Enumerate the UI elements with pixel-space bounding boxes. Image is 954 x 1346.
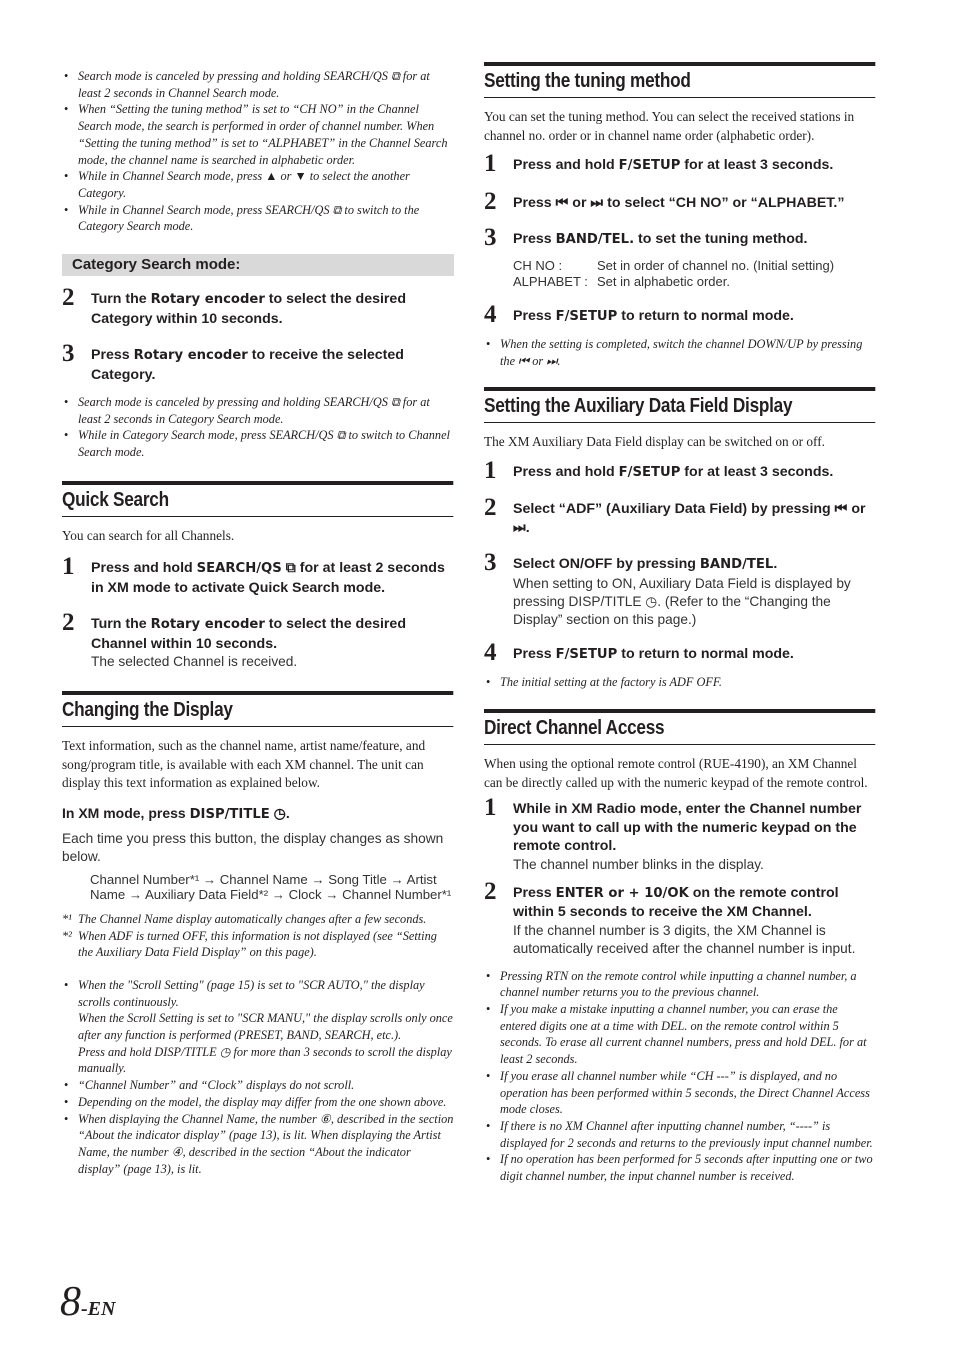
step-number: 2	[62, 609, 75, 637]
step-result: When setting to ON, Auxiliary Data Field is displayed by pressing DISP/TITLE ◷. (Refer to the “Changing the Display” section on this page.)	[513, 575, 851, 627]
key-name: Rotary encoder	[150, 617, 265, 633]
mode-key: ALPHABET :	[513, 274, 588, 289]
note-item: • Search mode is canceled by pressing and holding SEARCH/QS ⧉ for at least 2 seconds in Category Search mode.	[62, 394, 454, 427]
key-name: DISP/TITLE	[189, 806, 270, 822]
note-item: • The initial setting at the factory is ADF OFF.	[484, 674, 876, 691]
footnote-text: The Channel Name display automatically changes after a few seconds.	[78, 911, 427, 926]
tuning-notes	[484, 336, 876, 369]
paragraph: Each time you press this button, the display changes as shown below.	[62, 830, 444, 864]
key-name: ENTER or + 10/OK	[555, 885, 689, 901]
step-item	[484, 638, 876, 666]
step-text: to set the tuning method.	[634, 231, 808, 247]
section-title-changing-display: Changing the Display	[62, 691, 453, 727]
note-text: When the "Scroll Setting" (page 15) is set to "SCR AUTO," the display scrolls continuously.	[78, 977, 425, 1009]
step-result: If the channel number is 3 digits, the XM Channel is automatically received after the channel number is input.	[513, 922, 856, 956]
step-text: Select “ADF” (Auxiliary Data Field) by pressing ⏮ or ⏭.	[513, 501, 866, 536]
step-text: Press	[513, 884, 556, 901]
step-item	[484, 794, 876, 874]
section-intro: You can set the tuning method. You can select the received stations in channel no. order or in channel name order (alphabetic order).	[484, 109, 855, 143]
note-item: • While in Channel Search mode, press ▲ or ▼ to select the another Category.	[62, 168, 454, 201]
step-text: Select ON/OFF by pressing	[513, 556, 700, 573]
step-text: Turn the	[91, 616, 151, 633]
key-name: Rotary encoder	[133, 348, 248, 364]
footnote-text: When ADF is turned OFF, this information is not displayed (see “Setting the Auxiliary Data Field Display” on this page).	[78, 928, 437, 960]
step-number: 1	[62, 553, 75, 581]
note-text: When the Scroll Setting is set to "SCR MANU," the display scrolls only once after any function is performed (PRESET, BAND, SEARCH, etc.).	[78, 1011, 453, 1043]
step-item	[484, 877, 876, 958]
step-text: to return to normal mode.	[617, 645, 794, 662]
step-text: .	[773, 556, 778, 573]
key-name: F/SETUP	[618, 158, 681, 173]
category-search-notes	[62, 394, 454, 461]
note-item: • Depending on the model, the display may differ from the one shown above.	[62, 1094, 454, 1111]
note-item: • If there is no XM Channel after inputting channel number, “----” is displayed for 2 seconds and returns to the previously input channel number.	[484, 1118, 876, 1151]
step-number: 4	[484, 638, 497, 666]
right-column	[484, 62, 876, 1185]
note-item: • When displaying the Channel Name, the number ⑥, described in the section “About the indicator display” (page 13), is lit. When displaying the Artist Name, the number ④, described in the section “About the indicator display” (page 13), is lit.	[62, 1111, 454, 1178]
section-intro: When using the optional remote control (RUE-4190), an XM Channel can be directly called up with the numeric keypad of the remote control.	[484, 756, 868, 790]
step-text: on the remote control within 5 seconds to receive the XM Channel.	[513, 884, 839, 921]
step-item	[484, 187, 876, 215]
mode-list	[513, 258, 876, 291]
page-number	[60, 1278, 115, 1326]
section-intro: The XM Auxiliary Data Field display can be switched on or off.	[484, 434, 825, 450]
step-number: 2	[484, 187, 497, 215]
step-text: to select the desired Channel within 10 seconds.	[91, 616, 406, 652]
step-number: 3	[484, 549, 497, 577]
step-item	[484, 549, 876, 629]
step-number: 2	[62, 284, 75, 312]
mode-row	[513, 274, 876, 291]
note-item: • If no operation has been performed for 5 seconds after inputting one or two digit channel number, the input channel number is received.	[484, 1151, 876, 1184]
step-text: While in XM Radio mode, enter the Channel number you want to call up with the numeric keypad on the remote control.	[513, 801, 862, 855]
step-item	[62, 340, 454, 384]
step-number: 4	[484, 300, 497, 328]
footnote	[62, 911, 454, 928]
step-text: for at least 3 seconds.	[680, 157, 834, 173]
step-text: to select the desired Category within 10 seconds.	[91, 291, 406, 327]
key-name: F/SETUP	[555, 646, 618, 662]
step-number: 2	[484, 494, 497, 522]
note-item: • If you make a mistake inputting a channel number, you can erase the entered digits one at a time with DEL. on the remote control within 5 seconds. To erase all current channel numbers, press and hold DEL. for at least 2 seconds.	[484, 1001, 876, 1068]
section-title-quick-search: Quick Search	[62, 481, 453, 517]
step-item	[484, 150, 876, 177]
section-intro: Text information, such as the channel name, artist name/feature, and song/program title, is available with each XM channel. The unit can display this text information as explained below.	[62, 738, 426, 791]
left-column	[62, 62, 454, 1177]
key-name: BAND/TEL.	[555, 232, 635, 247]
page-number-suffix: -EN	[81, 1298, 116, 1320]
subheading-text: In XM mode, press	[62, 804, 190, 821]
adf-notes	[484, 674, 876, 691]
step-text: to return to normal mode.	[617, 307, 794, 324]
step-text: for at least 3 seconds.	[680, 463, 834, 480]
step-result: The selected Channel is received.	[91, 654, 298, 670]
note-item: • Pressing RTN on the remote control while inputting a channel number, a channel number returns you to the previous channel.	[484, 968, 876, 1001]
step-text: Press	[513, 231, 556, 247]
section-intro: You can search for all Channels.	[62, 527, 235, 543]
step-text: Press	[513, 645, 556, 662]
step-result: The channel number blinks in the display.	[513, 856, 764, 872]
note-text: Press and hold DISP/TITLE ◷ for more than 3 seconds to scroll the display manually.	[78, 1044, 452, 1076]
step-number: 2	[484, 877, 497, 905]
step-text: Press ⏮ or ⏭ to select “CH NO” or “ALPHABET.”	[513, 194, 845, 211]
section-title-tuning-method: Setting the tuning method	[484, 62, 875, 98]
footnote-mark: *¹	[62, 911, 72, 926]
step-text: Press and hold	[91, 560, 197, 577]
note-item: • While in Category Search mode, press SEARCH/QS ⧉ to switch to Channel Search mode.	[62, 427, 454, 460]
note-item: • When the setting is completed, switch the channel DOWN/UP by pressing the ⏮ or ⏭.	[484, 336, 876, 369]
key-name: SEARCH/QS	[196, 561, 282, 577]
step-text: ⧉ for at least 2 seconds in XM mode to activate Quick Search mode.	[91, 560, 445, 596]
step-item	[62, 609, 454, 671]
note-item: • While in Channel Search mode, press SEARCH/QS ⧉ to switch to the Category Search mode.	[62, 202, 454, 235]
step-text: to receive the selected Category.	[91, 347, 404, 383]
display-notes	[62, 977, 454, 1177]
subheading-text: ◷.	[269, 804, 290, 821]
mode-row	[513, 258, 876, 275]
section-title-direct-channel: Direct Channel Access	[484, 709, 875, 745]
step-text: Turn the	[91, 291, 151, 308]
step-item	[484, 224, 876, 291]
step-text: Press and hold	[513, 463, 619, 480]
step-item	[484, 300, 876, 328]
step-item	[484, 494, 876, 537]
step-number: 3	[62, 340, 75, 368]
step-number: 1	[484, 456, 497, 484]
channel-search-notes	[62, 68, 454, 235]
note-item: • When “Setting the tuning method” is set to “CH NO” in the Channel Search mode, the search is performed in order of channel number. When “Setting the tuning method” is set to “ALPHABET” in the Channel Search mode, the channel name is searched in alphabetic order.	[62, 101, 454, 168]
step-number: 3	[484, 224, 497, 251]
mode-value: Set in order of channel no. (Initial setting)	[597, 257, 835, 273]
footnote	[62, 928, 454, 961]
note-item: • “Channel Number” and “Clock” displays do not scroll.	[62, 1077, 454, 1094]
subheading	[62, 805, 454, 822]
category-search-heading: Category Search mode:	[62, 254, 454, 276]
step-text: Press	[91, 347, 134, 364]
note-item: • If you erase all channel number while “CH ---” is displayed, and no operation has been performed within 5 seconds, the Direct Channel Access mode closes.	[484, 1068, 876, 1118]
display-sequence: Channel Number*¹ → Channel Name → Song Title → Artist Name → Auxiliary Data Field*² → Clock → Channel Number*¹	[90, 871, 452, 903]
note-item	[62, 977, 454, 1077]
key-name: F/SETUP	[618, 464, 681, 480]
step-number: 1	[484, 794, 497, 822]
direct-notes	[484, 968, 876, 1185]
key-name: Rotary encoder	[150, 292, 265, 308]
footnote-mark: *²	[62, 928, 72, 943]
step-number: 1	[484, 150, 497, 177]
mode-value: Set in alphabetic order.	[597, 274, 730, 289]
step-item	[62, 553, 454, 597]
step-text: Press and hold	[513, 157, 619, 173]
step-text: Press	[513, 307, 556, 324]
page-number-digit: 8	[60, 1279, 81, 1325]
section-title-adf: Setting the Auxiliary Data Field Display	[484, 387, 875, 423]
note-item: • Search mode is canceled by pressing and holding SEARCH/QS ⧉ for at least 2 seconds in Channel Search mode.	[62, 68, 454, 101]
key-name: BAND/TEL	[699, 557, 774, 573]
step-item	[484, 456, 876, 484]
footnotes	[62, 911, 454, 961]
step-item	[62, 284, 454, 328]
mode-key: CH NO :	[513, 257, 563, 273]
key-name: F/SETUP	[555, 308, 618, 324]
